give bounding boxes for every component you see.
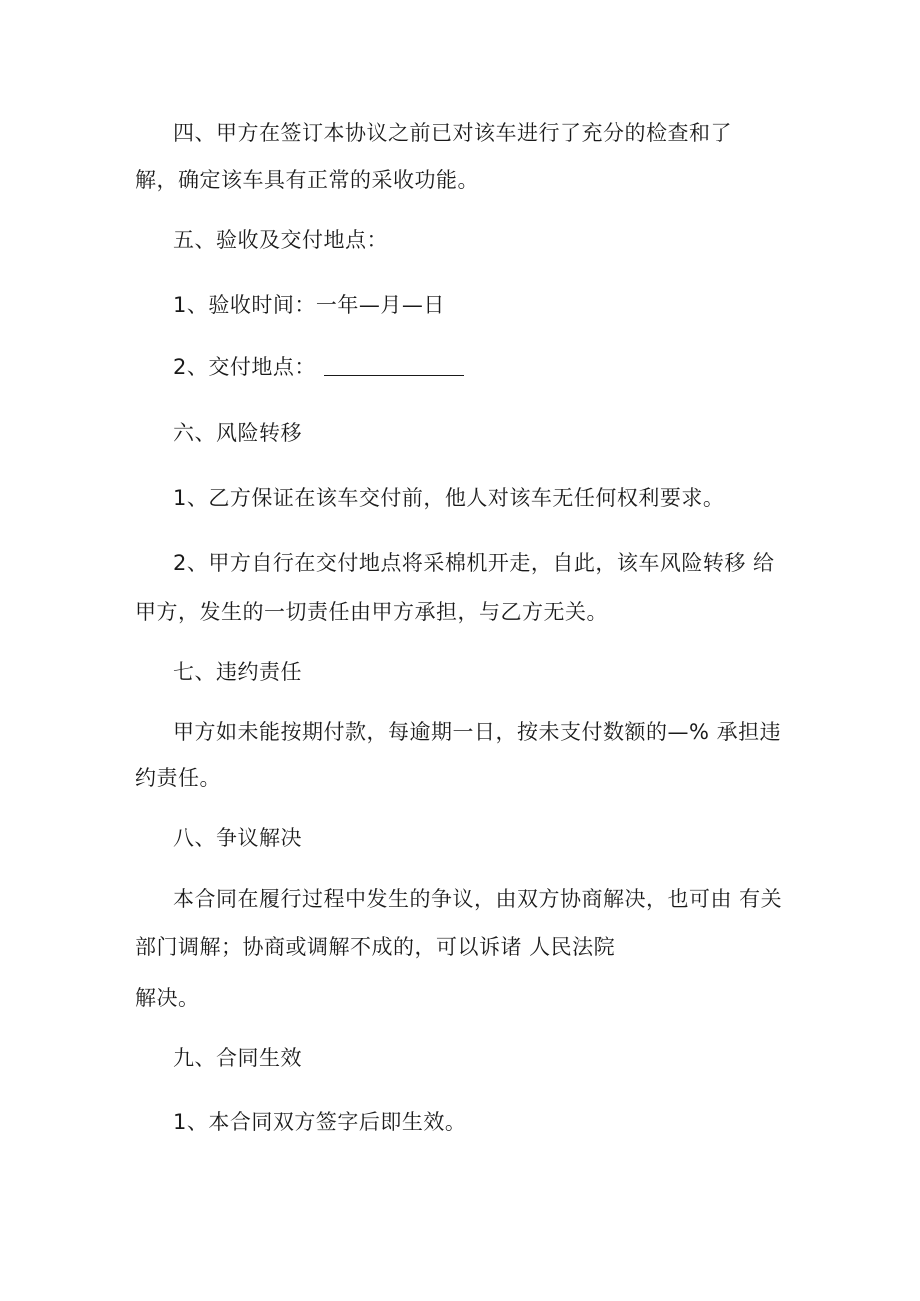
sec4-line2: 解，确定该车具有正常的采收功能。 — [135, 168, 479, 192]
sec9-item1: 1、本合同双方签字后即生效。 — [173, 1110, 467, 1134]
sec5-item1: 1、验收时间：一年—月—日 — [173, 293, 445, 317]
sec6-item2-line1: 2、甲方自行在交付地点将采棉机开走，自此，该车风险转移 给 — [173, 551, 775, 575]
sec6-item2-line2: 甲方，发生的一切责任由甲方承担，与乙方无关。 — [135, 600, 608, 624]
sec8-para-line3: 解决。 — [135, 986, 200, 1010]
sec6-heading: 六、风险转移 — [173, 421, 302, 445]
sec9-heading: 九、合同生效 — [173, 1046, 302, 1070]
sec6-item1: 1、乙方保证在该车交付前，他人对该车无任何权利要求。 — [173, 486, 725, 510]
sec5-heading: 五、验收及交付地点： — [173, 228, 388, 252]
sec7-para-line1: 甲方如未能按期付款，每逾期一日，按未支付数额的—% 承担违 — [173, 720, 782, 744]
sec8-para-line2: 部门调解；协商或调解不成的，可以诉诸 人民法院 — [135, 935, 616, 959]
sec4-line1: 四、甲方在签订本协议之前已对该车进行了充分的检查和了 — [173, 121, 732, 145]
sec7-para-line2: 约责任。 — [135, 766, 221, 790]
sec7-heading: 七、违约责任 — [173, 660, 302, 684]
sec8-heading: 八、争议解决 — [173, 826, 302, 850]
sec8-para-line1: 本合同在履行过程中发生的争议，由双方协商解决，也可由 有关 — [173, 887, 783, 911]
delivery-location-blank — [324, 353, 464, 376]
sec5-item2-label: 2、交付地点： — [173, 355, 316, 379]
sec5-item2 — [173, 352, 464, 382]
